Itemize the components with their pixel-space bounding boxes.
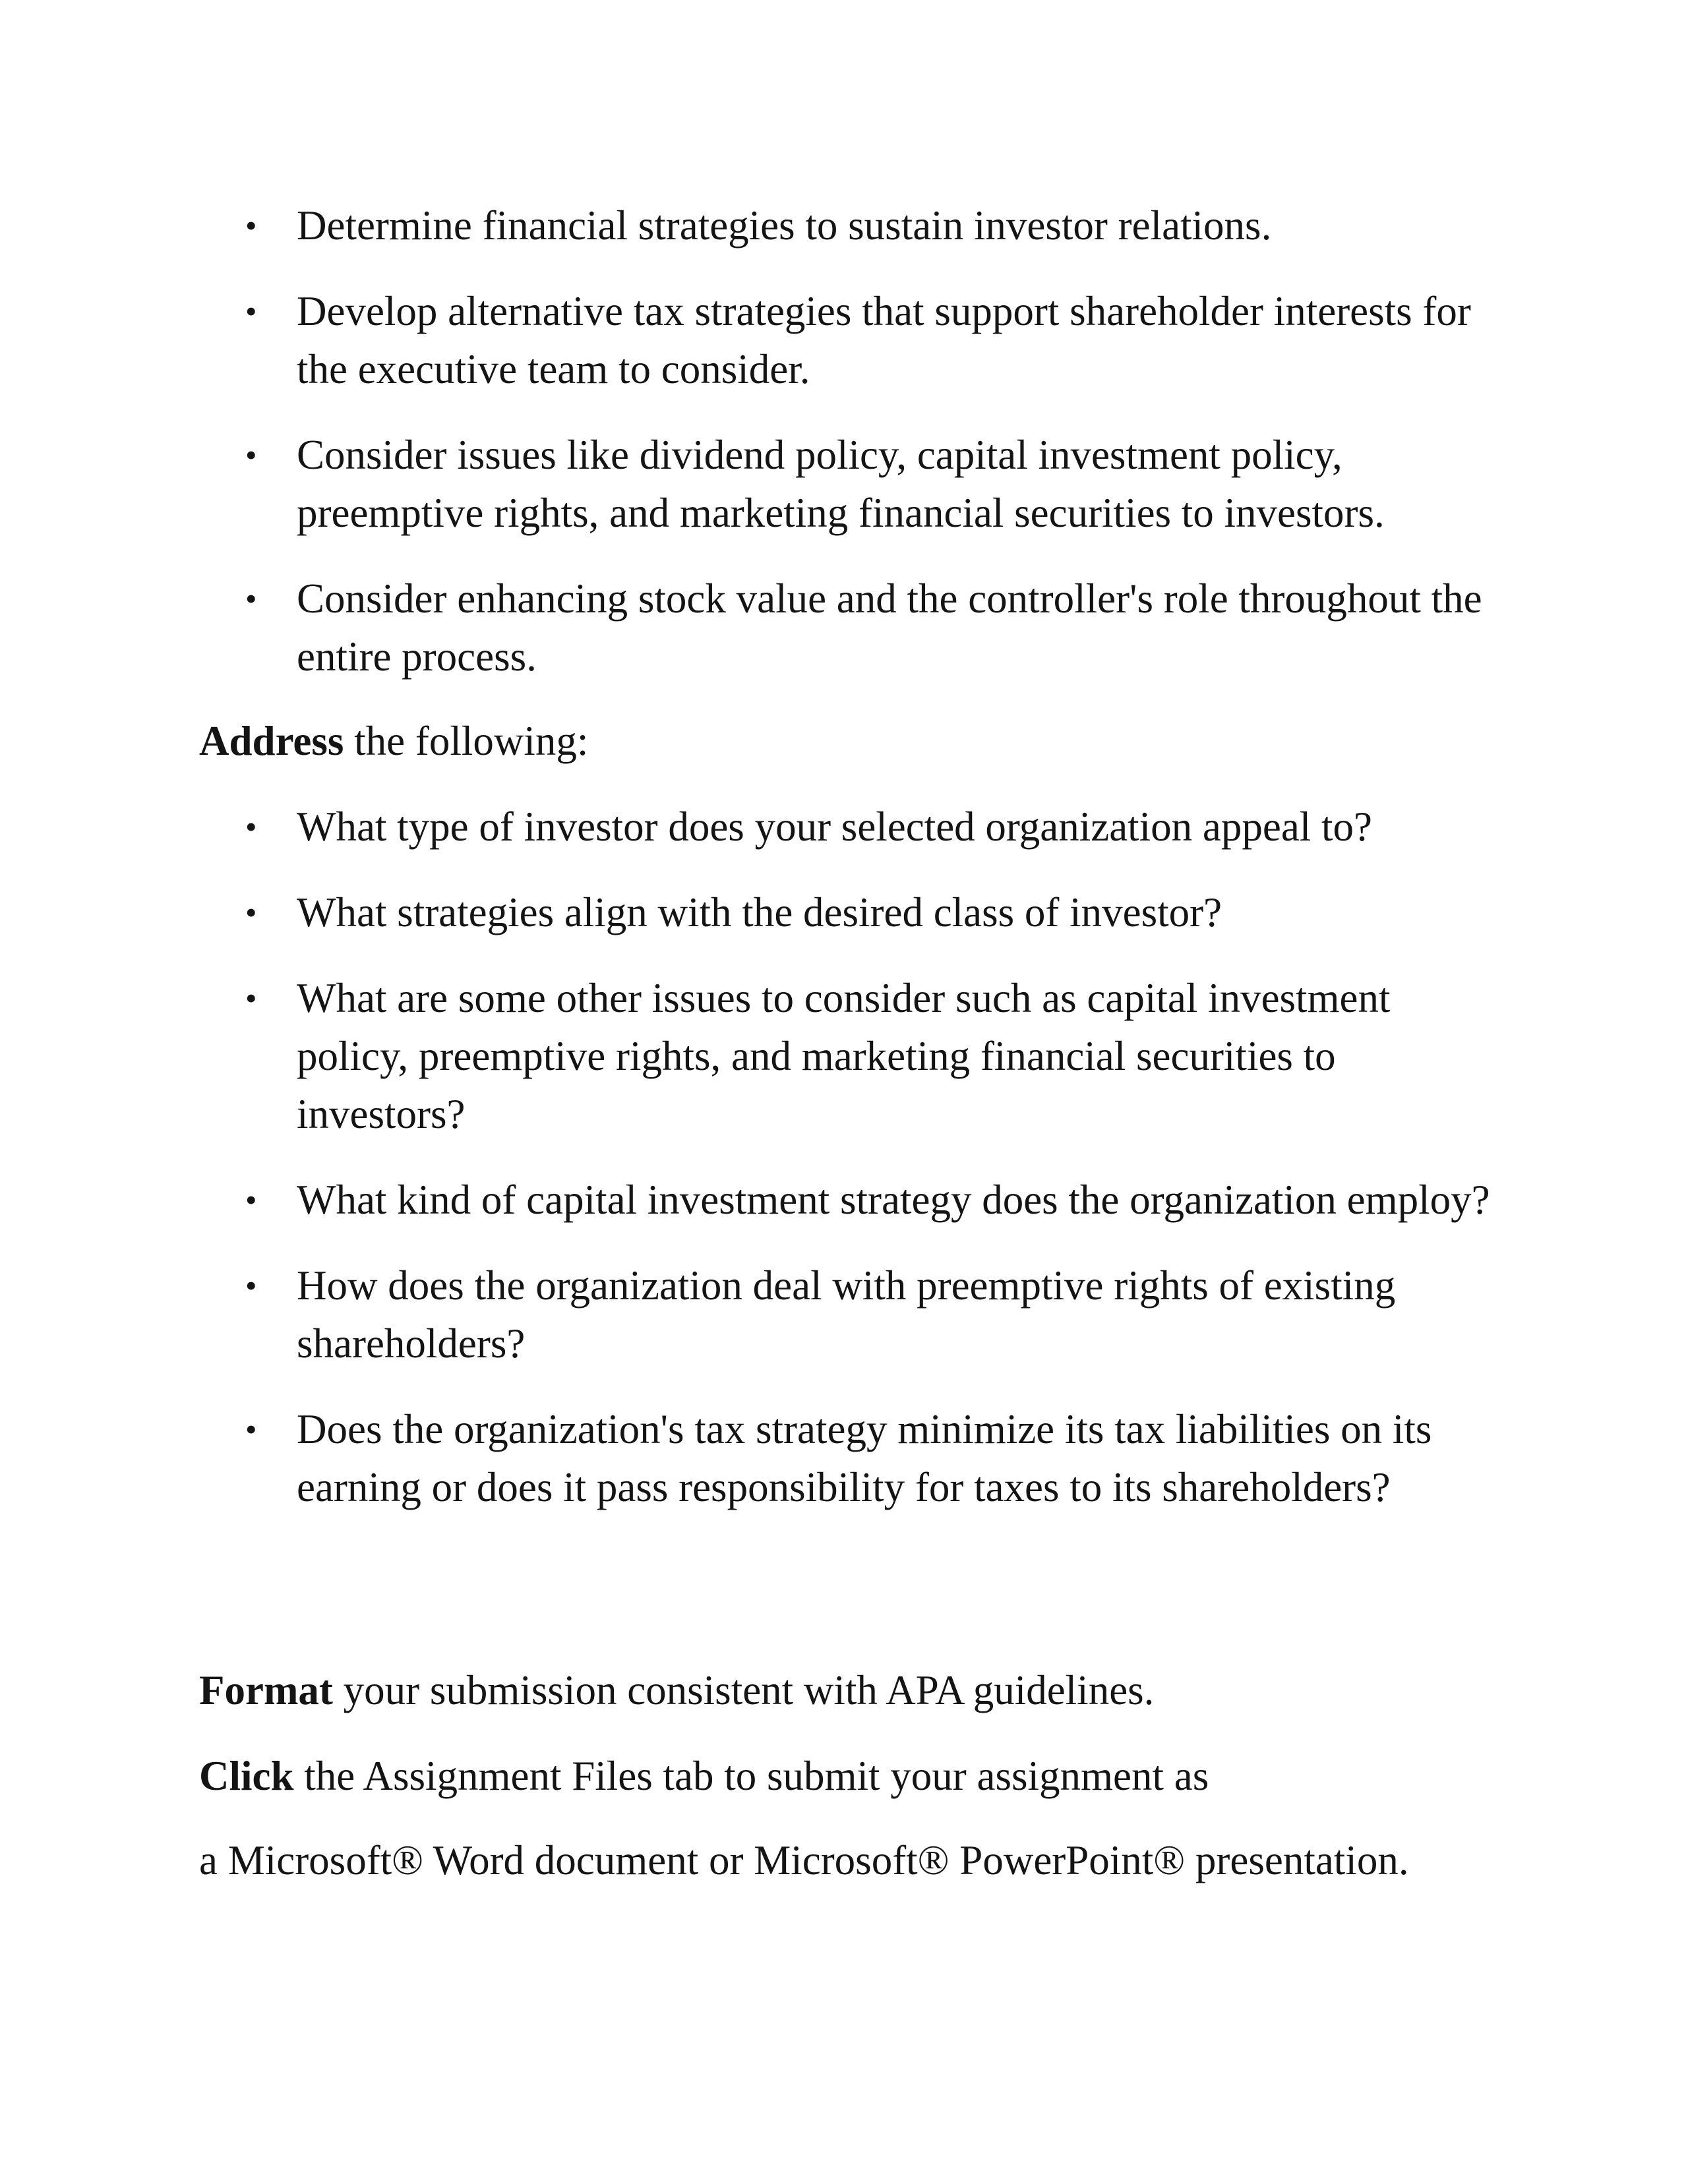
address-heading: [199, 712, 1518, 770]
click-bold: Click: [199, 1753, 294, 1799]
bullet-icon: •: [245, 293, 257, 330]
list-item-text: Develop alternative tax strategies that support shareholder interests for the executive team to consider.: [297, 288, 1471, 392]
list-item: [0, 570, 1503, 686]
list-item-text: Consider enhancing stock value and the controller's role throughout the entire process.: [297, 576, 1482, 680]
list-item: [0, 883, 1503, 941]
bullet-icon: •: [245, 580, 257, 617]
bullet-icon: •: [245, 980, 257, 1017]
question-bullet-list: [0, 798, 1688, 1544]
bullet-icon: •: [245, 436, 257, 473]
format-bold: Format: [199, 1667, 333, 1713]
final-line: a Microsoft® Word document or Microsoft® PowerPoint® presentation.: [199, 1837, 1409, 1883]
list-item-text: Consider issues like dividend policy, capital investment policy, preemptive rights, and marketing financial securities to investors.: [297, 432, 1385, 536]
list-item: [0, 426, 1503, 542]
list-item-text: What kind of capital investment strategy does the organization employ?: [297, 1177, 1490, 1223]
bullet-icon: •: [245, 1411, 257, 1448]
bullet-icon: •: [245, 894, 257, 931]
bullet-icon: •: [245, 207, 257, 244]
bullet-icon: •: [245, 808, 257, 845]
list-item: [0, 969, 1503, 1143]
list-item-text: What type of investor does your selected organization appeal to?: [297, 804, 1373, 850]
bullet-icon: •: [245, 1181, 257, 1218]
address-rest: the following:: [344, 718, 589, 764]
bullet-icon: •: [245, 1267, 257, 1304]
list-item-text: What are some other issues to consider such as capital investment policy, preemptive rights, and marketing financial securities to investors?: [297, 975, 1391, 1137]
click-rest: the Assignment Files tab to submit your assignment as: [293, 1753, 1209, 1799]
format-rest: your submission consistent with APA guidelines.: [332, 1667, 1155, 1713]
list-item: [0, 1171, 1503, 1229]
list-item: [0, 196, 1503, 254]
list-item: [0, 282, 1503, 398]
list-item-text: Determine financial strategies to sustain investor relations.: [297, 202, 1272, 249]
format-paragraph: [199, 1661, 1518, 1719]
list-item: [0, 1256, 1503, 1372]
list-item-text: What strategies align with the desired class of investor?: [297, 889, 1222, 935]
strategy-bullet-list: [0, 196, 1688, 713]
list-item-text: How does the organization deal with preemptive rights of existing shareholders?: [297, 1262, 1396, 1367]
click-paragraph: [199, 1747, 1518, 1805]
list-item: [0, 798, 1503, 856]
address-bold: Address: [199, 718, 344, 764]
list-item: [0, 1400, 1503, 1516]
list-item-text: Does the organization's tax strategy minimize its tax liabilities on its earning or does it pass responsibility for taxes to its shareholders?: [297, 1406, 1432, 1510]
